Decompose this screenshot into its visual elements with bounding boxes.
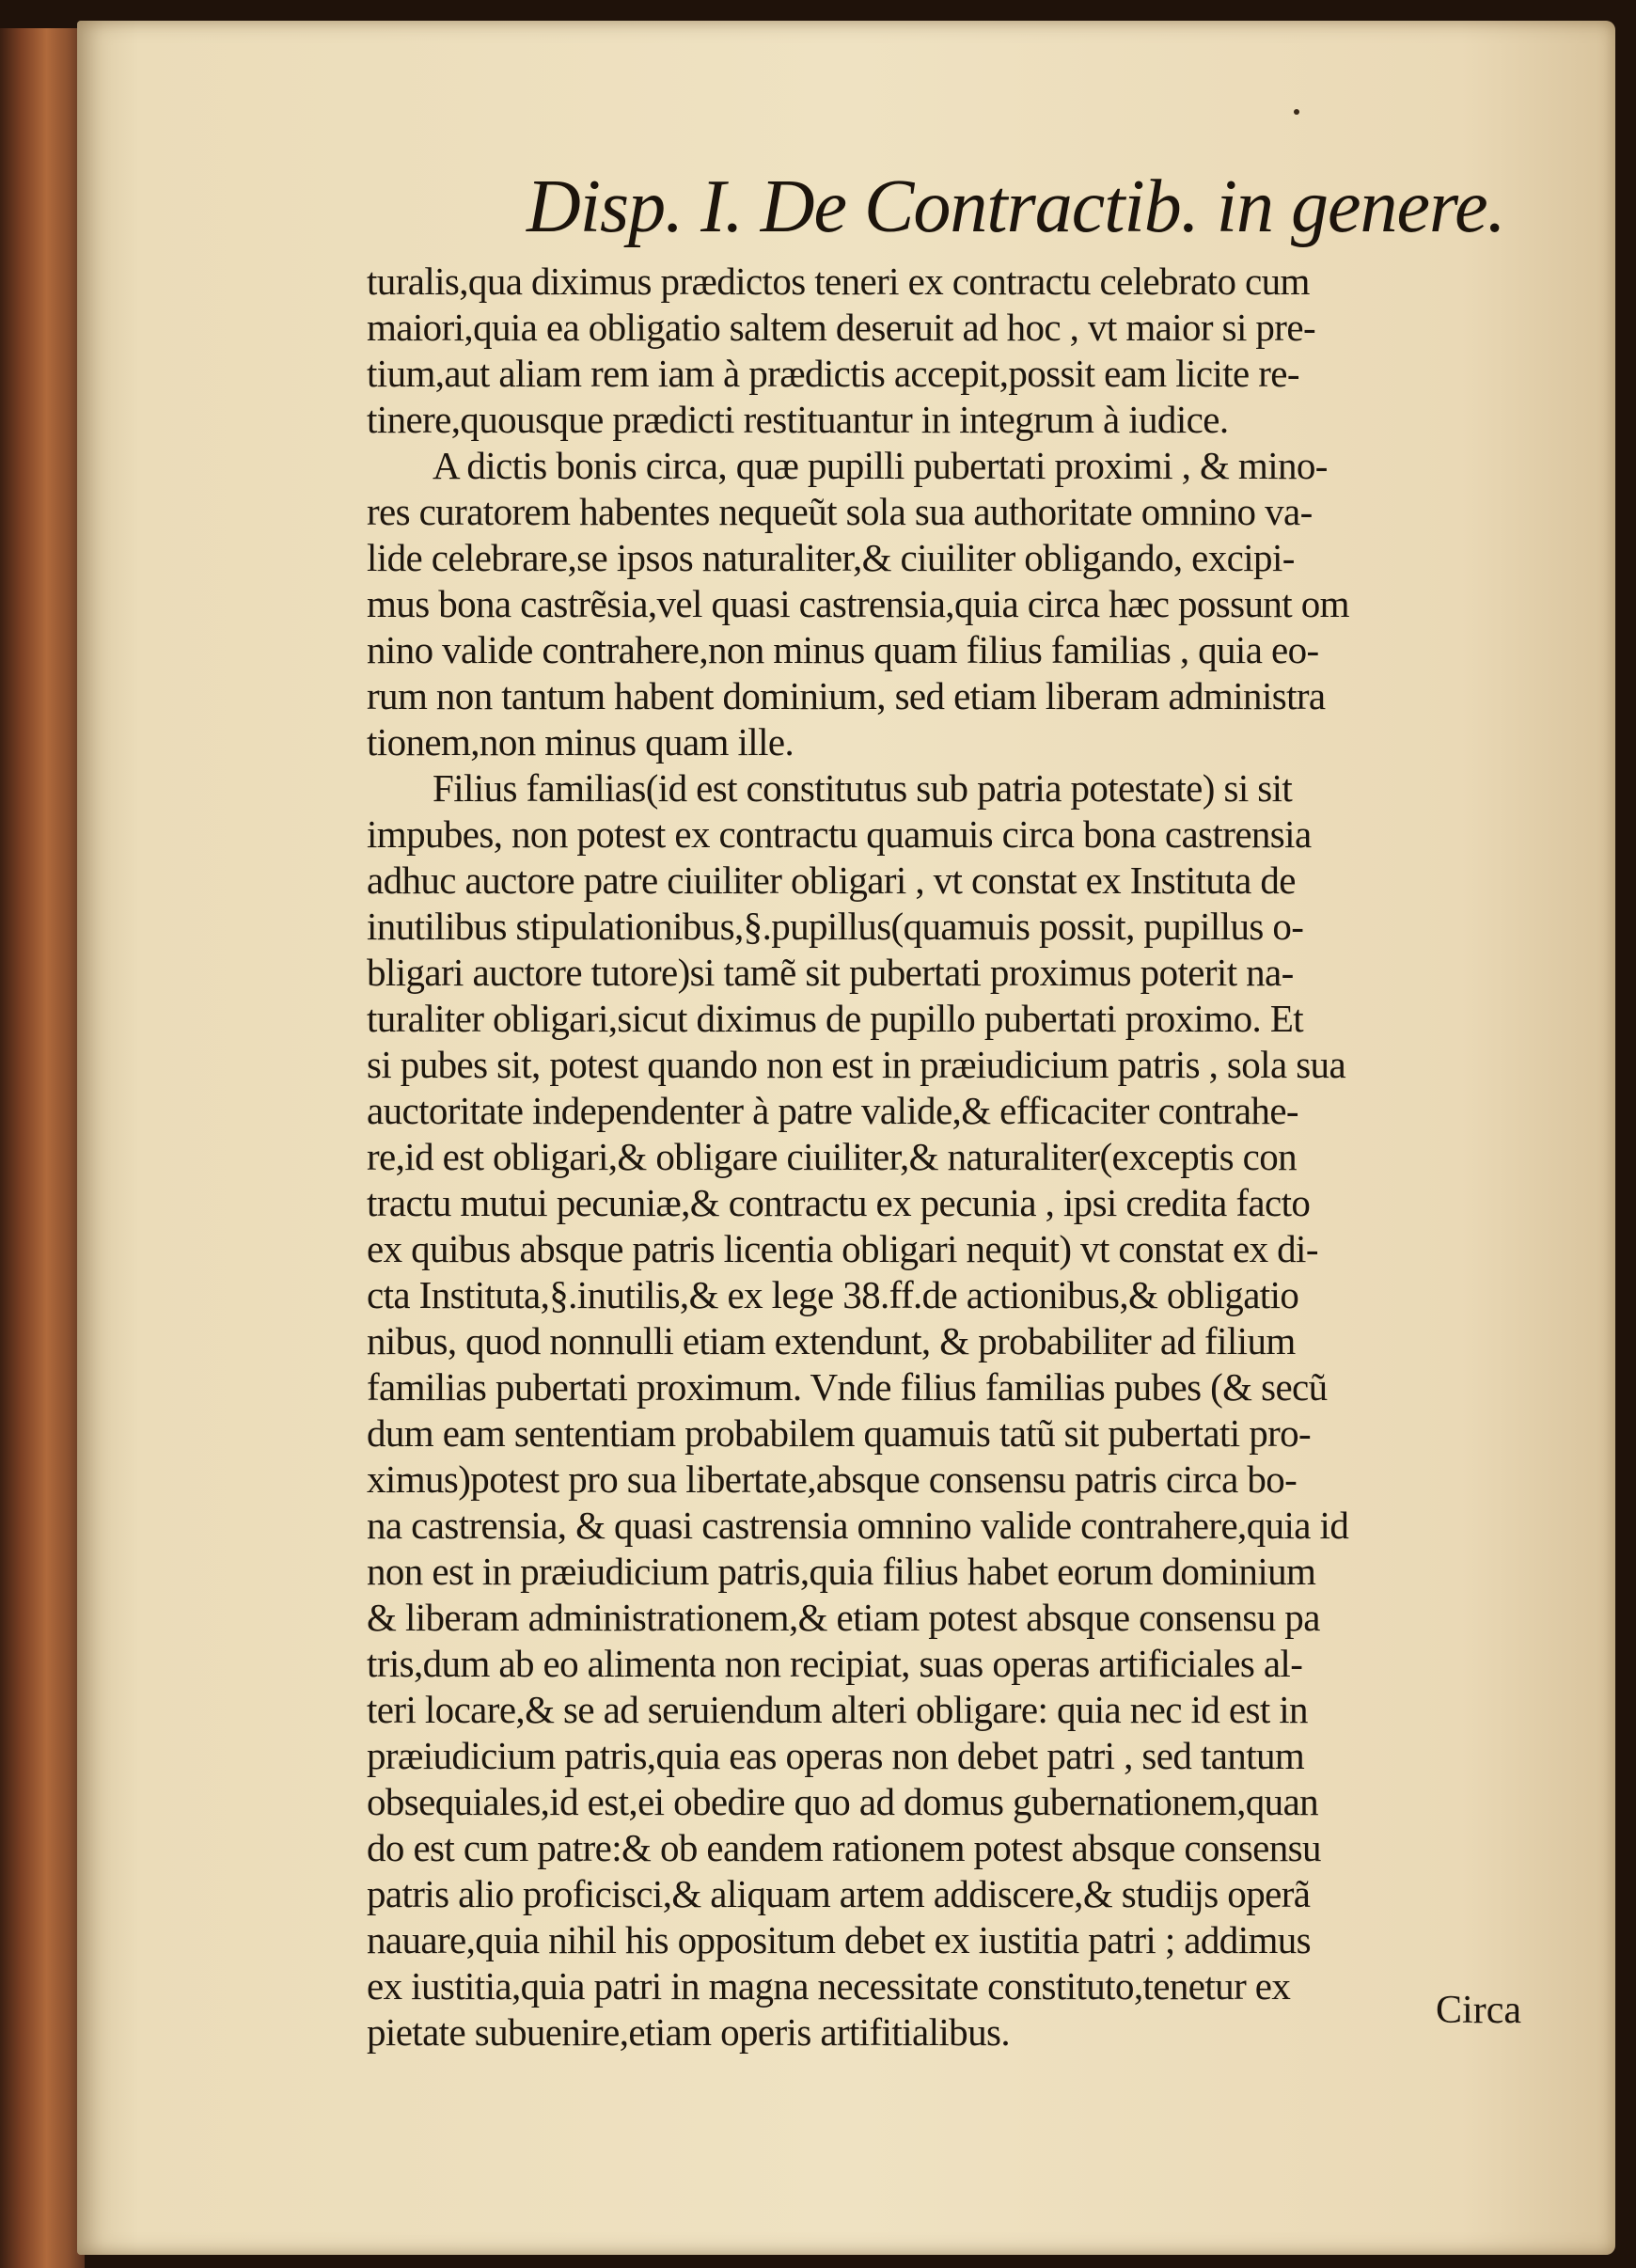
text-line: tris,dum ab eo alimenta non recipiat, suas operas artificiales al- [367,1642,1303,1685]
text-line: tium,aut aliam rem iam à prædictis accepit,possit eam licite re- [367,352,1299,395]
text-line: turaliter obligari,sicut diximus de pupillo pubertati proximo. Et [367,997,1304,1040]
text-line: si pubes sit, potest quando non est in præiudicium patris , sola sua [367,1043,1346,1086]
text-line: lide celebrare,se ipsos naturaliter,& ciuiliter obligando, excipi- [367,536,1295,579]
text-line: do est cum patre:& ob eandem rationem potest absque consensu [367,1826,1321,1869]
text-line: re,id est obligari,& obligare ciuiliter,& naturaliter(exceptis con [367,1135,1298,1178]
text-line: cta Instituta,§.inutilis,& ex lege 38.ff.de actionibus,& obligatio [367,1273,1299,1316]
text-line: ex quibus absque patris licentia obligari nequit) vt constat ex di- [367,1227,1318,1270]
text-line: tinere,quousque prædicti restituantur in integrum à iudice. [367,398,1229,441]
text-line: nauare,quia nihil his oppositum debet ex iustitia patri ; addimus [367,1918,1312,1961]
text-line: maiori,quia ea obligatio saltem deseruit ad hoc , vt maior si pre- [367,306,1316,349]
text-line: nino valide contrahere,non minus quam filius familias , quia eo- [367,628,1319,671]
text-line: præiudicium patris,quia eas operas non debet patri , sed tantum [367,1734,1305,1777]
ink-mark [1294,109,1299,115]
text-line: turalis,qua diximus prædictos teneri ex contractu celebrato cum [367,260,1310,303]
body-text [367,259,1523,2055]
text-line: teri locare,& se ad seruiendum alteri obligare: quia nec id est in [367,1688,1308,1731]
text-line: & liberam administrationem,& etiam potest absque consensu pa [367,1596,1320,1639]
text-line: auctoritate independenter à patre valide,& efficaciter contrahe- [367,1089,1298,1132]
text-line: A dictis bonis circa, quæ pupilli pubertati proximi , & mino- [433,444,1328,487]
text-line: impubes, non potest ex contractu quamuis circa bona castrensia [367,812,1312,856]
text-line: Filius familias(id est constitutus sub patria potestate) si sit [433,766,1293,810]
text-line: non est in præiudicium patris,quia filius habet eorum dominium [367,1550,1316,1593]
text-line: mus bona castrẽsia,vel quasi castrensia,quia circa hæc possunt om [367,582,1349,625]
text-line: ximus)potest pro sua libertate,absque consensu patris circa bo- [367,1457,1298,1501]
text-line: patris alio proficisci,& aliquam artem addiscere,& studijs operã [367,1872,1311,1915]
book-spine [0,28,85,2268]
running-title: Disp. I. De Contractib. in genere. [527,165,1505,248]
text-line: na castrensia, & quasi castrensia omnino valide contrahere,quia id [367,1504,1349,1547]
text-line: rum non tantum habent dominium, sed etiam liberam administra [367,674,1326,717]
text-line: tionem,non minus quam ille. [367,720,794,764]
text-line: bligari auctore tutore)si tamẽ sit pubertati proximus poterit na- [367,951,1294,994]
text-line: dum eam sententiam probabilem quamuis tatũ sit pubertati pro- [367,1411,1312,1455]
text-line: res curatorem habentes nequeũt sola sua authoritate omnino va- [367,490,1313,533]
text-line: tractu mutui pecuniæ,& contractu ex pecunia , ipsi credita facto [367,1181,1311,1224]
text-line: ex iustitia,quia patri in magna necessitate constituto,tenetur ex [367,1964,1291,2008]
text-line: obsequiales,id est,ei obedire quo ad domus gubernationem,quan [367,1780,1319,1823]
text-line: adhuc auctore patre ciuiliter obligari , vt constat ex Instituta de [367,858,1296,902]
text-line: nibus, quod nonnulli etiam extendunt, & probabiliter ad filium [367,1319,1296,1362]
text-line: inutilibus stipulationibus,§.pupillus(quamuis possit, pupillus o- [367,905,1304,948]
catchword: Circa [1436,1989,1521,2032]
text-line: familias pubertati proximum. Vnde filius familias pubes (& secũ [367,1365,1328,1409]
text-line: pietate subuenire,etiam operis artifitialibus. [367,2010,1010,2054]
